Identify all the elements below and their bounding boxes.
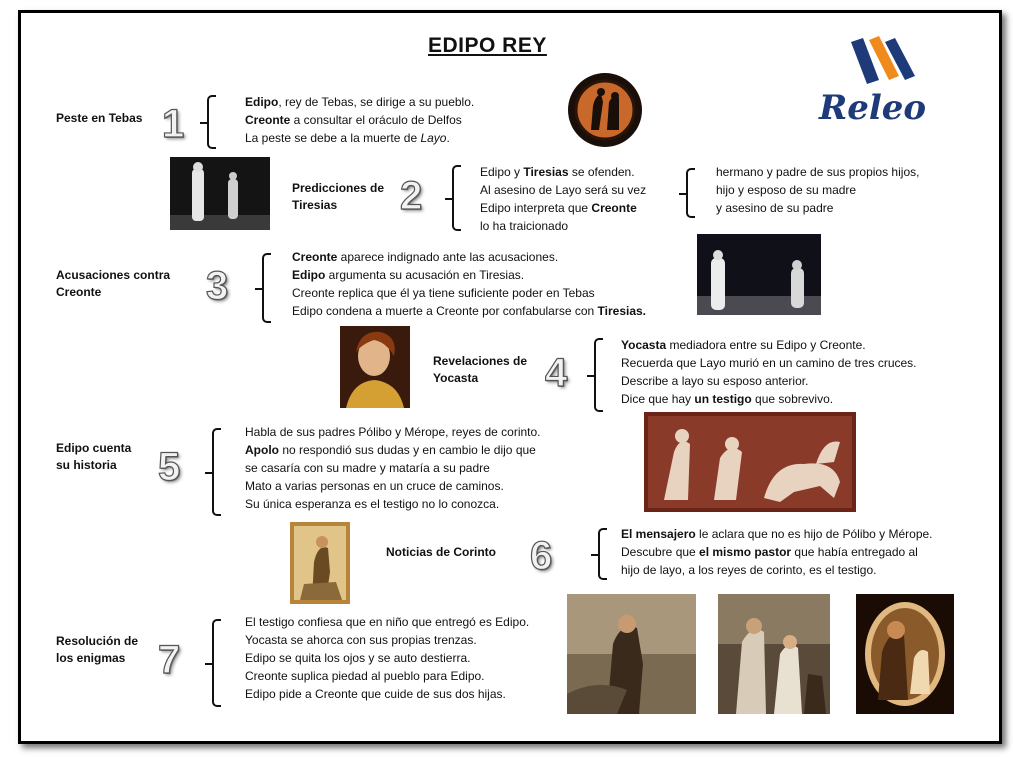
painting-oedipus-oval — [856, 594, 954, 714]
text-line — [245, 685, 529, 703]
text-line — [480, 181, 646, 199]
text-segment: a consultar el oráculo de Delfos — [290, 113, 462, 127]
text-segment: Edipo — [245, 95, 279, 109]
text-segment: El mensajero — [621, 527, 696, 541]
text-segment: hermano y padre de sus propios hijos, — [716, 165, 920, 179]
relief-frieze-image — [644, 412, 856, 512]
text-line — [716, 181, 919, 199]
text-line — [245, 93, 474, 111]
text-line — [292, 266, 646, 284]
page-title: EDIPO REY — [428, 34, 547, 57]
text-segment: Creonte suplica piedad al pueblo para Edipo. — [245, 669, 485, 683]
text-segment: Su única esperanza es el testigo no lo conozca. — [245, 497, 500, 511]
section-6-number: 6 — [530, 534, 553, 578]
text-line — [245, 459, 541, 477]
section-4-number: 4 — [545, 351, 568, 395]
section-3-number: 3 — [206, 264, 229, 308]
text-line — [621, 372, 917, 390]
text-segment: Creonte — [245, 113, 291, 127]
text-segment: Yocasta — [621, 338, 667, 352]
stage-photo-tiresias — [170, 157, 270, 230]
releo-logo — [815, 36, 925, 128]
text-segment: Descubre que — [621, 545, 700, 559]
section-3-brace — [262, 253, 271, 323]
section-6-lines — [621, 525, 933, 579]
text-line — [621, 354, 917, 372]
text-segment: no respondió sus dudas y en cambio le dijo que — [279, 443, 536, 457]
text-segment: El testigo confiesa que en niño que entregó es Edipo. — [245, 615, 530, 629]
section-5-lines — [245, 423, 541, 513]
section-1-label: Peste en Tebas — [56, 111, 143, 125]
text-line — [245, 111, 474, 129]
text-line — [621, 525, 933, 543]
section-7-lines — [245, 613, 529, 703]
text-line — [245, 423, 541, 441]
section-2-sub-lines — [716, 163, 919, 217]
text-segment: Apolo — [245, 443, 279, 457]
text-line — [621, 543, 933, 561]
section-5-brace — [212, 428, 221, 516]
text-line — [245, 495, 541, 513]
text-line — [621, 336, 917, 354]
text-line — [245, 441, 541, 459]
text-segment: hijo de layo, a los reyes de corinto, es el testigo. — [621, 563, 877, 577]
text-line — [716, 163, 919, 181]
text-segment: , rey de Tebas, se dirige a su pueblo. — [278, 95, 475, 109]
text-line — [621, 390, 917, 408]
book-icon — [815, 36, 925, 96]
text-line — [480, 163, 646, 181]
text-line — [292, 284, 646, 302]
section-2-sub-brace — [686, 168, 695, 218]
text-segment: Edipo pide a Creonte que cuide de sus dos hijas. — [245, 687, 506, 701]
section-1-brace — [207, 95, 216, 149]
text-segment: Edipo — [292, 268, 326, 282]
text-segment: Al asesino de Layo será su vez — [480, 183, 647, 197]
text-segment: Tiresias — [523, 165, 569, 179]
text-line — [245, 613, 529, 631]
section-6-label: Noticias de Corinto — [386, 545, 497, 559]
section-5-number: 5 — [158, 445, 181, 489]
text-line — [245, 667, 529, 685]
section-4-label: Revelaciones de Yocasta — [433, 354, 528, 385]
text-line — [245, 631, 529, 649]
text-segment: le aclara que no es hijo de Pólibo y Mérope. — [695, 527, 933, 541]
text-segment: el mismo pastor — [699, 545, 792, 559]
text-segment: Edipo se quita los ojos y se auto destierra. — [245, 651, 471, 665]
text-segment: Describe a layo su esposo anterior. — [621, 374, 809, 388]
text-segment: Recuerda que Layo murió en un camino de tres cruces. — [621, 356, 917, 370]
section-4-lines — [621, 336, 917, 408]
logo-text: Releo — [819, 88, 927, 128]
text-segment: Creonte — [292, 250, 338, 264]
text-line — [621, 561, 933, 579]
text-segment: que sobrevivo. — [751, 392, 834, 406]
text-segment: se casaría con su madre y mataría a su padre — [245, 461, 490, 475]
section-1-number: 1 — [162, 102, 185, 146]
text-line — [292, 248, 646, 266]
text-segment: . — [446, 131, 450, 145]
text-segment: Creonte — [591, 201, 637, 215]
text-segment: mediadora entre su Edipo y Creonte. — [666, 338, 866, 352]
painting-oedipus-blind — [567, 594, 696, 714]
section-3-label: Acusaciones contra Creonte — [56, 268, 171, 299]
text-segment: hijo y esposo de su madre — [716, 183, 857, 197]
section-2-label: Predicciones de Tiresias — [292, 181, 385, 212]
text-line — [245, 649, 529, 667]
text-line — [245, 477, 541, 495]
text-segment: Layo — [420, 131, 447, 145]
section-4-brace — [594, 338, 603, 412]
painting-oedipus-daughters — [718, 594, 830, 714]
text-segment: Habla de sus padres Pólibo y Mérope, reyes de corinto. — [245, 425, 541, 439]
text-segment: Edipo interpreta que — [480, 201, 592, 215]
section-2-number: 2 — [400, 174, 423, 218]
section-7-label: Resolución de los enigmas — [56, 634, 139, 665]
section-1-lines — [245, 93, 474, 147]
text-segment: La peste se debe a la muerte de — [245, 131, 421, 145]
text-segment: Dice que hay — [621, 392, 695, 406]
text-segment: argumenta su acusación en Tiresias. — [325, 268, 525, 282]
section-2-lines — [480, 163, 646, 235]
text-line — [292, 302, 646, 320]
text-line — [716, 199, 919, 217]
section-3-lines — [292, 248, 646, 320]
text-segment: Creonte replica que él ya tiene suficiente poder en Tebas — [292, 286, 595, 300]
section-7-brace — [212, 619, 221, 707]
stage-photo-creonte — [697, 234, 821, 315]
text-segment: Edipo condena a muerte a Creonte por confabularse con — [292, 304, 598, 318]
greek-vase-image — [567, 72, 643, 148]
text-segment: aparece indignado ante las acusaciones. — [337, 250, 559, 264]
text-line — [245, 129, 474, 147]
text-line — [480, 217, 646, 235]
text-segment: Tiresias. — [597, 304, 647, 318]
section-2-brace — [452, 165, 461, 231]
text-segment: Edipo y — [480, 165, 524, 179]
text-line — [480, 199, 646, 217]
text-segment: Yocasta se ahorca con sus propias trenzas. — [245, 633, 477, 647]
text-segment: que había entregado al — [791, 545, 918, 559]
section-7-number: 7 — [158, 638, 181, 682]
section-6-brace — [598, 528, 607, 580]
text-segment: se ofenden. — [568, 165, 635, 179]
corinto-painting — [290, 522, 350, 604]
text-segment: y asesino de su padre — [716, 201, 834, 215]
text-segment: un testigo — [694, 392, 752, 406]
section-5-label: Edipo cuenta su historia — [56, 441, 132, 472]
text-segment: Mato a varias personas en un cruce de caminos. — [245, 479, 504, 493]
yocasta-portrait — [340, 326, 410, 408]
text-segment: lo ha traicionado — [480, 219, 569, 233]
